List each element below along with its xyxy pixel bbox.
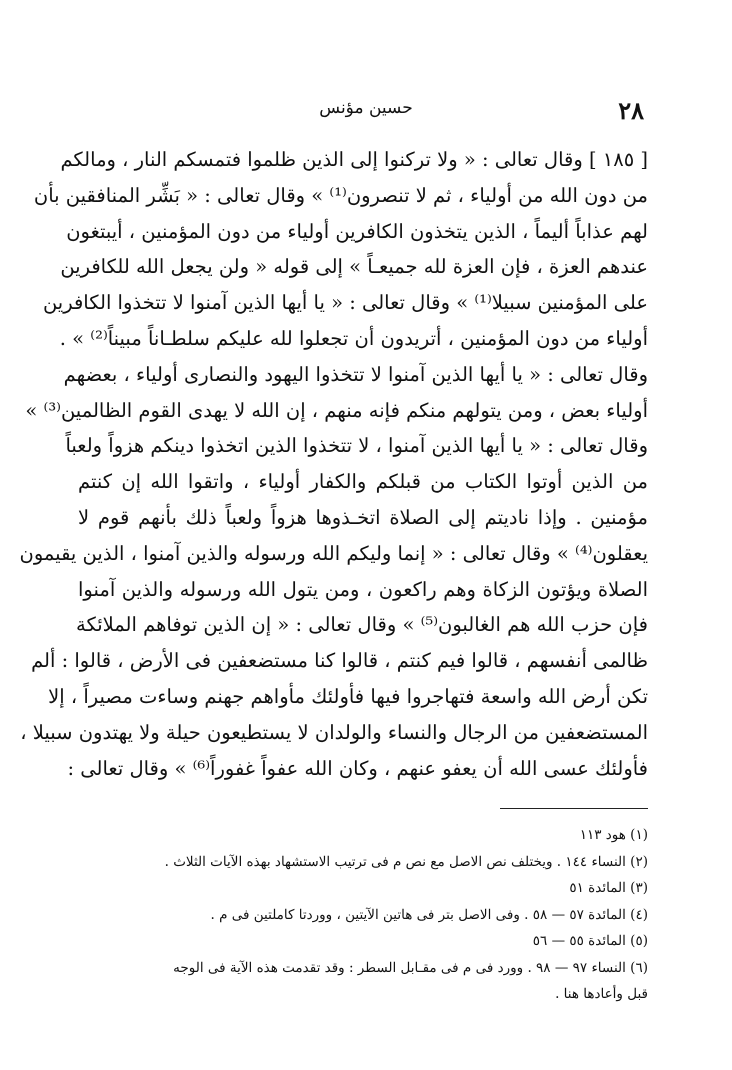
text-line: مؤمنين . وإذا ناديتم إلى الصلاة اتخـذوها هزواً ولعباً ذلك بأنهم قوم لا [78, 505, 648, 529]
footnote: (٤) المائدة ٥٧ — ٥٨ . وفى الاصل بتر فى هاتين الآيتين ، ووردتا كاملتين فى م . [210, 906, 648, 923]
footnote-continuation: قبل وأعادها هنا . [555, 986, 648, 1002]
text-line: الصلاة ويؤتون الزكاة وهم راكعون ، ومن يتول الله ورسوله والذين آمنوا [78, 577, 648, 601]
footnote: (٢) النساء ١٤٤ . ويختلف نص الاصل مع نص م فى ترتيب الاستشهاد بهذه الآيات الثلاث . [164, 853, 648, 870]
footnote: (٥) المائدة ٥٥ — ٥٦ [532, 933, 648, 949]
text-line: يعقلون⁽⁴⁾ » وقال تعالى : « إنما وليكم الله ورسوله والذين آمنوا ، الذين يقيمون [19, 541, 648, 565]
footnote: (١) هود ١١٣ [579, 827, 648, 843]
text-line: أولياء بعض ، ومن يتولهم منكم فإنه منهم ، إن الله لا يهدى القوم الظالمين⁽³⁾ » [25, 398, 648, 422]
text-line: من الذين أوتوا الكتاب من قبلكم والكفار أولياء ، واتقوا الله إن كنتم [78, 470, 648, 494]
footnote: (٦) النساء ٩٧ — ٩٨ . وورد فى م فى مقـابل السطر : وقد تقدمت هذه الآية فى الوجه [173, 959, 648, 976]
text-line: وقال تعالى : « يا أيها الذين آمنوا ، لا تتخذوا الذين اتخذوا دينكم هزواً ولعباً [65, 434, 648, 458]
text-line: على المؤمنين سبيلا⁽¹⁾ » وقال تعالى : « يا أيها الذين آمنوا لا تتخذوا الكافرين [42, 291, 648, 315]
text-line: أولياء من دون المؤمنين ، أتريدون أن تجعلوا لله عليكم سلطـاناً مبيناً⁽²⁾ » . [59, 326, 648, 350]
text-line: لهم عذاباً أليماً ، الذين يتخذون الكافرين أولياء من دون المؤمنين ، أيبتغون [66, 219, 648, 243]
text-line: عندهم العزة ، فإن العزة لله جميعـاً » إلى قوله « ولن يجعل الله للكافرين [60, 255, 648, 279]
footnote-divider [500, 808, 648, 809]
main-text [19, 142, 648, 786]
footnotes [78, 822, 648, 1008]
text-line: تكن أرض الله واسعة فتهاجروا فيها فأولئك مأواهم جهنم وساءت مصيراً ، إلا [48, 684, 648, 708]
text-line: المستضعفين من الرجال والنساء والولدان لا يستطيعون حيلة ولا يهتدون سبيلا ، [20, 720, 648, 744]
text-line: فأولئك عسى الله أن يعفو عنهم ، وكان الله عفواً غفوراً⁽⁶⁾ » وقال تعالى : [67, 756, 648, 780]
text-line: من دون الله من أولياء ، ثم لا تنصرون⁽¹⁾ » وقال تعالى : « بَشِّر المنافقين بأن [33, 183, 648, 207]
running-head-author: حسين مؤنس [319, 98, 413, 118]
text-line: وقال تعالى : « يا أيها الذين آمنوا لا تتخذوا اليهود والنصارى أولياء ، بعضهم [63, 362, 648, 386]
page-number: ٢٨ [618, 96, 644, 125]
text-line: [ ١٨٥ ] وقال تعالى : « ولا تركنوا إلى الذين ظلموا فتمسكم النار ، ومالكم [60, 148, 648, 171]
text-line: فإن حزب الله هم الغالبون⁽⁵⁾ » وقال تعالى : « إن الذين توفاهم الملائكة [76, 613, 648, 637]
running-head [0, 96, 732, 126]
text-line: ظالمى أنفسهم ، قالوا فيم كنتم ، قالوا كنا مستضعفين فى الأرض ، قالوا : ألم [31, 649, 648, 673]
footnote: (٣) المائدة ٥١ [569, 880, 648, 896]
